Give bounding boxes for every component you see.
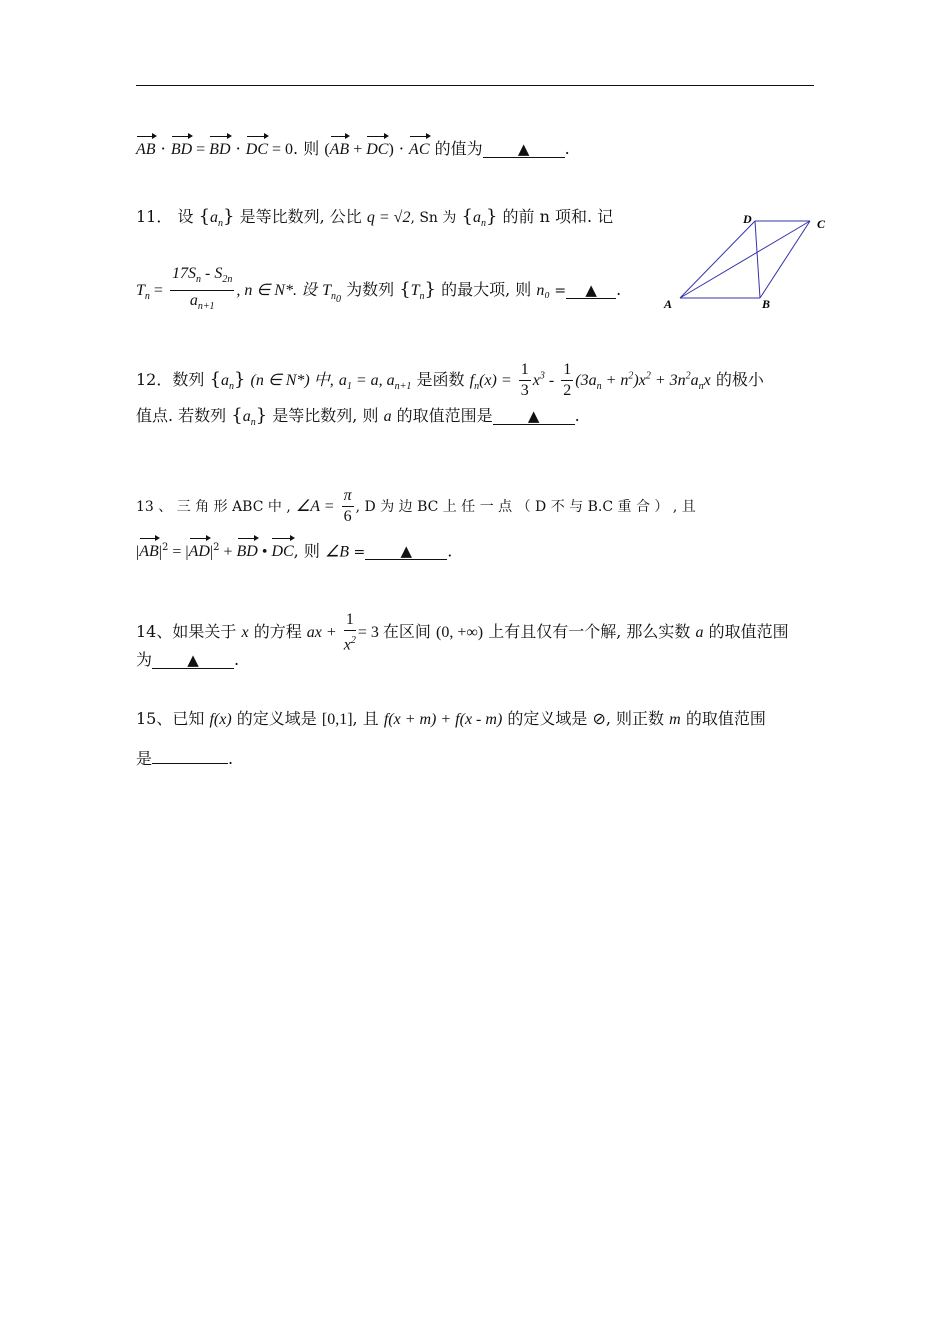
- q11-condition: , n ∈ N*. 设: [236, 282, 317, 300]
- q13-line2: $|AB|^2 = |AD|^2$ + BD • DC, 则 ∠B = ▲ .: [136, 537, 452, 563]
- parallelogram-figure: [660, 208, 830, 318]
- q14-line2: 为 ▲ .: [136, 650, 240, 669]
- q11-number: 11．: [136, 207, 173, 226]
- q11-ratio: q = √2: [366, 209, 411, 226]
- header-rule: [136, 85, 814, 86]
- q10-ask: 的值为: [434, 139, 483, 158]
- q14-line1: 14、如果关于 x 的方程 ax + $\frac{1}{x^2}$ = 3 在区间 (0, +∞) 上有且仅有一个解, 那么实数 a 的取值范围: [136, 611, 789, 654]
- q13-answer-blank: [365, 543, 447, 560]
- triangle-mark: ▲: [187, 651, 199, 669]
- q12-line1: 12．数列 $\{a_n\}$ (n ∈ N*) 中, $a_1 = a$, $a_{n+1}$ 是函数 $f_n(x)$ = $\frac{1}{3}$ $x^3$ - $\frac{1}{2}$ $(3a_n + n^2)x^2 + 3n^2a_nx$ 的极小: [136, 361, 764, 399]
- q15-number: 15、: [136, 709, 173, 728]
- edge-da: [680, 221, 755, 298]
- q10-line: AB · BD = BD · DC = 0. 则 (AB + DC) · AC 的值为 ▲ .: [136, 138, 570, 161]
- q10-then: . 则: [293, 139, 320, 158]
- q12-answer-blank: [493, 408, 575, 425]
- q13-number: 13 、 三 角 形 ABC 中 ,: [136, 499, 291, 515]
- label-d: D: [743, 212, 752, 226]
- q10-answer-blank: [483, 141, 565, 158]
- q11-answer-blank: [566, 282, 616, 299]
- diagonal-ac: [680, 221, 810, 298]
- q15-line1: 15、已知 f(x) 的定义域是 [0,1], 且 f(x + m) + f(x - m) 的定义域是 ⊘, 则正数 m 的取值范围: [136, 709, 766, 728]
- q14-number: 14、: [136, 622, 173, 642]
- q11-line1: 11． 设 $\{a_n\}$ 是等比数列, 公比 q = √2, Sn 为 $\{a_n\}$ 的前 n 项和. 记: [136, 206, 614, 230]
- triangle-mark: ▲: [517, 140, 530, 158]
- label-a: A: [664, 297, 673, 311]
- q12-number: 12．: [136, 370, 173, 389]
- q13-line1: 13 、 三 角 形 ABC 中 , ∠A = $\frac{\pi}{6}$ , D 为 边 BC 上 任 一 点 （ D 不 与 B.C 重 合 ） , 且: [136, 487, 696, 525]
- q11-fraction: $\frac{17S_n - S_{2n}}{a_{n+1}}$: [172, 265, 233, 313]
- edge-bc: [760, 221, 810, 298]
- q15-answer-blank: [152, 763, 228, 764]
- label-c: C: [817, 217, 826, 231]
- q12-line2: 值点. 若数列 $\{a_n\}$ 是等比数列, 则 a 的取值范围是 ▲ .: [136, 405, 580, 429]
- label-b: B: [762, 297, 771, 311]
- triangle-mark: ▲: [400, 542, 413, 561]
- q15-line2: 是 .: [136, 749, 234, 768]
- triangle-mark: ▲: [527, 407, 540, 425]
- q10-expr-tail: = 0: [268, 141, 294, 158]
- diagonal-bd: [755, 221, 760, 298]
- q14-answer-blank: [152, 652, 234, 669]
- q11-line2: $T_n$ = $\frac{17S_n - S_{2n}}{a_{n+1}}$ , n ∈ N*. 设 $T_{n_0}$ 为数列 $\{T_n\}$ 的最大项, 则 n₀ = ▲ .: [136, 264, 621, 317]
- triangle-mark: ▲: [585, 281, 597, 300]
